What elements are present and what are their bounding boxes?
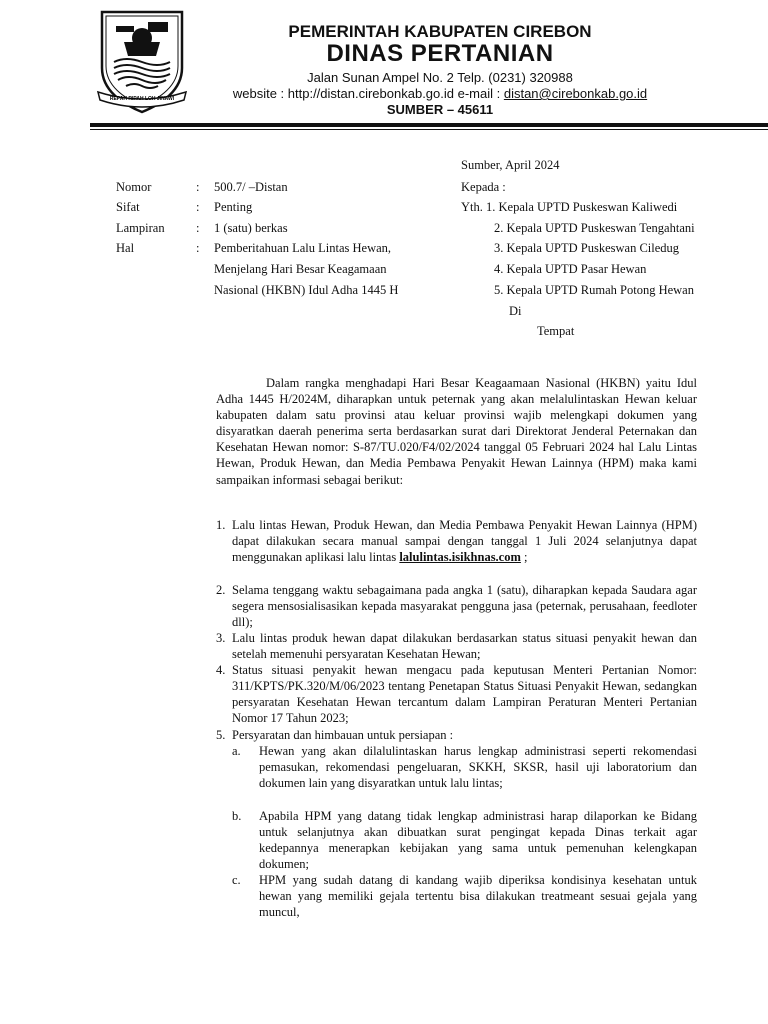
header-address: Jalan Sunan Ampel No. 2 Telp. (0231) 320988	[307, 70, 573, 85]
kabupaten-cirebon-logo	[96, 8, 188, 114]
item-text: Lalu lintas Hewan, Produk Hewan, dan Media Pembawa Penyakit Hewan Lainnya (HPM) dapat dilakukan secara manual sampai dengan tanggal 1 Juli 2024 selanjutnya dapat menggunakan aplikasi lalu lintas	[232, 518, 697, 565]
item-number: 2.	[216, 583, 226, 597]
meta-label-lampiran: Lampiran	[116, 221, 165, 235]
recipient-2: 2. Kepala UPTD Puskeswan Tengahtani	[494, 221, 695, 235]
list-item: Selama tenggang waktu sebagaimana pada angka 1 (satu), diharapkan kepada Saudara agar segera mensosialisasikan kepada masyarakat pengguna jasa (peternak, perusahaan, feedloter dll);	[232, 583, 697, 630]
recipient-5: 5. Kepala UPTD Rumah Potong Hewan	[494, 283, 694, 297]
subitem-letter: a.	[232, 744, 241, 758]
meta-colon: :	[196, 241, 200, 255]
list-item: Persyaratan dan himbauan untuk persiapan :	[232, 728, 454, 742]
item-number: 3.	[216, 631, 226, 645]
meta-value-hal-line3: Nasional (HKBN) Idul Adha 1445 H	[214, 283, 399, 297]
sub-list-item: Hewan yang akan dilalulintaskan harus lengkap administrasi seperti rekomendasi pemasukan, rekomendasi pengeluaran, SKKH, SKSR, hasil uji laboratorium dan dokumen lain yang disyaratkan untuk lalu lintas;	[259, 744, 697, 791]
list-item	[232, 517, 697, 565]
website-text: website : http://distan.cirebonkab.go.id e-mail :	[232, 86, 504, 101]
meta-value-hal: Pemberitahuan Lalu Lintas Hewan,	[214, 241, 392, 255]
subitem-letter: c.	[232, 873, 241, 887]
meta-colon: :	[196, 200, 200, 214]
meta-value-sifat: Penting	[214, 200, 253, 214]
meta-label-hal: Hal	[116, 241, 135, 255]
meta-value-nomor: 500.7/ –Distan	[214, 180, 288, 194]
item-number: 1.	[216, 518, 226, 532]
item-number: 4.	[216, 663, 226, 677]
intro-paragraph	[216, 375, 697, 488]
email-link[interactable]: distan@cirebonkab.go.id	[503, 86, 648, 101]
header-rule-thick	[90, 123, 768, 127]
intro-text: Dalam rangka menghadapi Hari Besar Keagaamaan Nasional (HKBN) yaitu Idul Adha 1445 H/2024M, diharapkan untuk peternak yang akan melalulintaskan Hewan keluar kabupaten dalam satu provinsi atau keluar provinsi wajib melengkapi dokumen yang disyaratkan daerah penerima serta berdasarkan surat dari Direktorat Jenderal Peternakan dan Kesehatan Hewan nomor: S-87/TU.020/F4/02/2024 tanggal 05 Februari 2024 hal Lalu Lintas Hewan, Produk Hewan, dan Media Pembawa Penyakit Hewan Lainnya (HPM) maka kami sampaikan informasi sebagai berikut:	[216, 376, 697, 487]
item-text-end: ;	[520, 550, 528, 565]
subitem-letter: b.	[232, 809, 242, 823]
meta-colon: :	[196, 180, 200, 194]
recipient-3: 3. Kepala UPTD Puskeswan Ciledug	[494, 241, 680, 255]
recipient-4: 4. Kepala UPTD Pasar Hewan	[494, 262, 647, 276]
header-agency: DINAS PERTANIAN	[326, 40, 554, 67]
recipient-1: Yth. 1. Kepala UPTD Puskeswan Kaliwedi	[461, 200, 678, 214]
sub-list-item: HPM yang sudah datang di kandang wajib diperiksa kondisinya kesehatan untuk hewan yang memiliki gejala tertentu bisa dilakukan treatmeant sesuai gejala yang muncul,	[259, 873, 697, 920]
isikhnas-link[interactable]: lalulintas.isikhnas.com	[399, 550, 521, 565]
list-item: Lalu lintas produk hewan dapat dilakukan berdasarkan status situasi penyakit hewan dan setelah memenuhi persyaratan Kesehatan Hewan;	[232, 631, 697, 662]
item-number: 5.	[216, 728, 226, 742]
recipient-tempat: Tempat	[537, 324, 575, 338]
header-rule-thin	[90, 129, 768, 130]
meta-value-lampiran: 1 (satu) berkas	[214, 221, 288, 235]
logo-motto: REPAH RIPAH LOH JINAWI	[109, 96, 175, 102]
meta-label-sifat: Sifat	[116, 200, 140, 214]
header-government: PEMERINTAH KABUPATEN CIREBON	[288, 22, 592, 41]
recipient-di: Di	[509, 304, 522, 318]
header-postal: SUMBER – 45611	[386, 102, 494, 117]
sub-list-item: Apabila HPM yang datang tidak lengkap administrasi harap dilaporkan ke Bidang untuk selanjutnya akan dibuatkan surat pengingat kepada Dinas terkait agar kedepannya menerapkan kebijakan yang sama untuk pemenuhan kelengkapan dokumen;	[259, 809, 697, 872]
header-contact	[190, 86, 690, 101]
meta-label-nomor: Nomor	[116, 180, 152, 194]
meta-value-hal-line2: Menjelang Hari Besar Keagamaan	[214, 262, 387, 276]
meta-colon: :	[196, 221, 200, 235]
place-date: Sumber, April 2024	[461, 158, 560, 172]
list-item: Status situasi penyakit hewan mengacu pada keputusan Menteri Pertanian Nomor: 311/KPTS/PK.320/M/06/2023 tentang Penetapan Status Situasi Penyakit Hewan, sedangkan persyaratan Kesehatan Hewan tercantum dalam Lampiran Peraturan Menteri Pertanian Nomor 17 Tahun 2023;	[232, 663, 697, 726]
kepada-label: Kepada :	[461, 180, 506, 194]
